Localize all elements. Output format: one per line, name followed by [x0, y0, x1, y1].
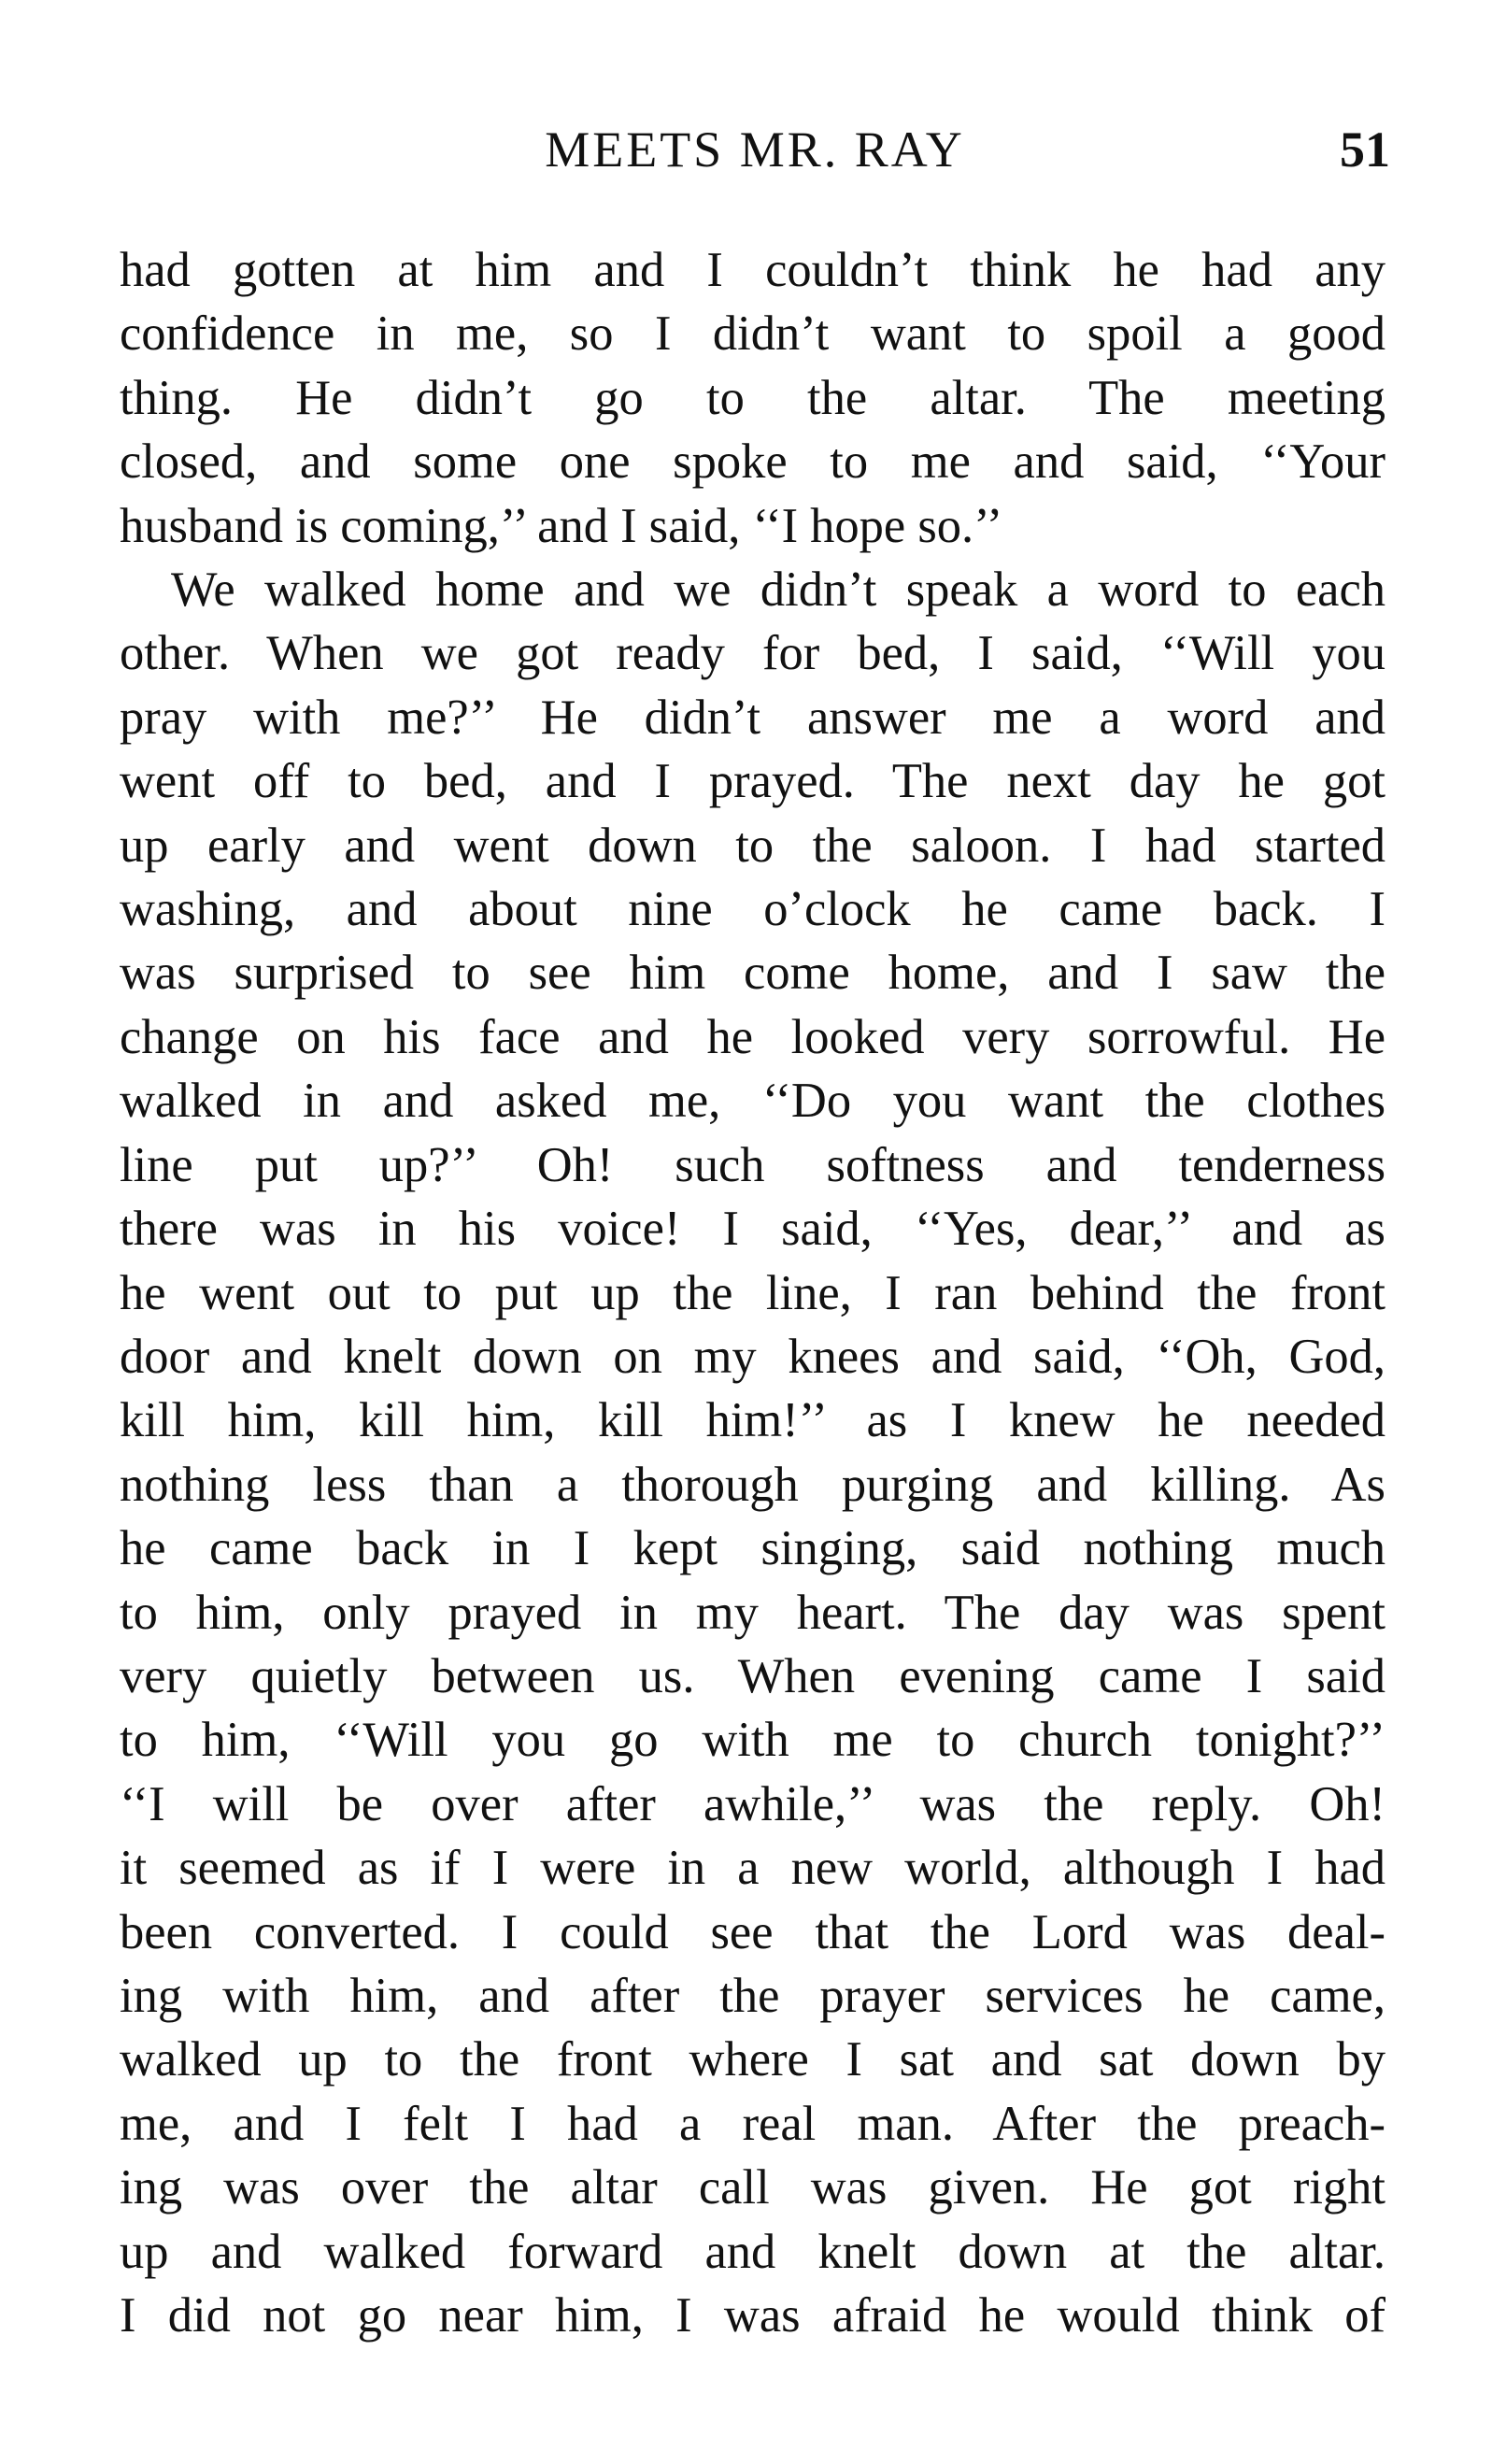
page-number: 51 — [1340, 121, 1390, 178]
text-line: thing. He didn’t go to the altar. The meeting — [120, 370, 1385, 425]
text-line: there was in his voice! I said, ‘‘Yes, dear,’’ and as — [120, 1202, 1385, 1257]
text-line: went off to bed, and I prayed. The next day he got — [120, 754, 1385, 809]
text-line: he came back in I kept singing, said nothing much — [120, 1521, 1385, 1576]
text-line: confidence in me, so I didn’t want to spoil a good — [120, 306, 1385, 362]
text-line: ‘‘I will be over after awhile,’’ was the reply. Oh! — [120, 1776, 1385, 1831]
text-line: to him, only prayed in my heart. The day was spent — [120, 1585, 1385, 1640]
text-line: change on his face and he looked very sorrowful. He — [120, 1009, 1385, 1064]
text-line: walked up to the front where I sat and sat down by — [120, 2032, 1385, 2087]
text-line: We walked home and we didn’t speak a word to each — [171, 563, 1385, 618]
text-line: line put up?’’ Oh! such softness and tenderness — [120, 1137, 1385, 1192]
text-line: ing with him, and after the prayer services he came, — [120, 1968, 1385, 2023]
running-title: MEETS MR. RAY — [545, 121, 965, 178]
body-text — [120, 238, 1385, 2347]
text-line: to him, ‘‘Will you go with me to church tonight?’’ — [120, 1713, 1385, 1768]
text-line: very quietly between us. When evening came I said — [120, 1648, 1385, 1703]
text-line: closed, and some one spoke to me and said, ‘‘Your — [120, 434, 1385, 490]
text-line: walked in and asked me, ‘‘Do you want the clothes — [120, 1074, 1385, 1129]
text-line: been converted. I could see that the Lord was deal- — [120, 1904, 1385, 1959]
text-line: husband is coming,’’ and I said, ‘‘I hope so.’’ — [120, 498, 1003, 553]
text-line: pray with me?’’ He didn’t answer me a word and — [120, 690, 1385, 745]
page-header — [120, 117, 1390, 182]
text-line: other. When we got ready for bed, I said, ‘‘Will you — [120, 626, 1385, 681]
text-line: washing, and about nine o’clock he came back. I — [120, 882, 1385, 937]
text-line: door and knelt down on my knees and said, ‘‘Oh, God, — [120, 1329, 1385, 1384]
text-line: kill him, kill him, kill him!’’ as I knew he needed — [120, 1393, 1385, 1448]
text-line: I did not go near him, I was afraid he would think of — [120, 2288, 1385, 2343]
text-line: me, and I felt I had a real man. After the preach- — [120, 2096, 1385, 2151]
text-line: had gotten at him and I couldn’t think he had any — [120, 243, 1385, 297]
text-line: ing was over the altar call was given. He got right — [120, 2160, 1385, 2215]
text-line: it seemed as if I were in a new world, although I had — [120, 1841, 1385, 1896]
text-line: nothing less than a thorough purging and killing. As — [120, 1457, 1385, 1512]
text-line: up and walked forward and knelt down at the altar. — [120, 2224, 1385, 2279]
text-line: was surprised to see him come home, and I saw the — [120, 946, 1385, 1001]
text-line: up early and went down to the saloon. I had started — [120, 818, 1385, 873]
text-line: he went out to put up the line, I ran behind the front — [120, 1265, 1385, 1320]
